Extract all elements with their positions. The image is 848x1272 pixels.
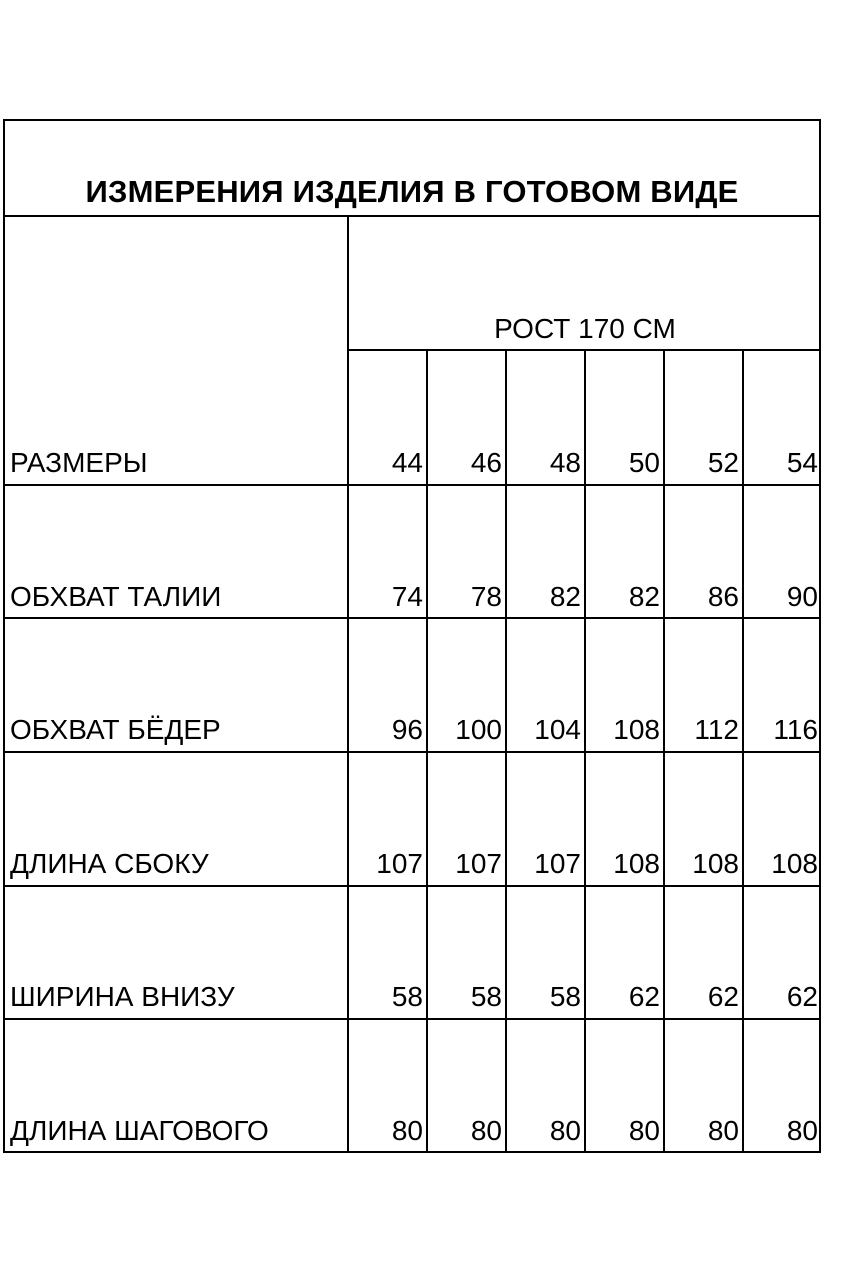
table-cell: 58 xyxy=(470,981,502,1012)
row-divider xyxy=(3,751,821,753)
table-cell: 107 xyxy=(534,848,581,879)
table-cell: 80 xyxy=(786,1115,818,1146)
table-cell: 52 xyxy=(707,447,739,478)
row-label-bottom-width: ШИРИНА ВНИЗУ xyxy=(10,981,235,1012)
table-cell: 48 xyxy=(549,447,581,478)
table-cell: 62 xyxy=(786,981,818,1012)
row-label-waist: ОБХВАТ ТАЛИИ xyxy=(10,581,222,612)
table-cell: 96 xyxy=(391,714,423,745)
table-cell: 78 xyxy=(470,581,502,612)
row-label-hips: ОБХВАТ БЁДЕР xyxy=(10,714,221,745)
table-cell: 62 xyxy=(628,981,660,1012)
height-header: РОСТ 170 СМ xyxy=(494,313,676,344)
table-cell: 80 xyxy=(628,1115,660,1146)
table-cell: 108 xyxy=(613,848,660,879)
table-cell: 107 xyxy=(376,848,423,879)
table-cell: 46 xyxy=(470,447,502,478)
table-cell: 80 xyxy=(470,1115,502,1146)
table-cell: 100 xyxy=(455,714,502,745)
table-cell: 108 xyxy=(613,714,660,745)
row-divider xyxy=(3,617,821,619)
table-cell: 54 xyxy=(786,447,818,478)
row-label-side-length: ДЛИНА СБОКУ xyxy=(10,848,209,879)
row-label-sizes: РАЗМЕРЫ xyxy=(10,447,148,478)
table-title: ИЗМЕРЕНИЯ ИЗДЕЛИЯ В ГОТОВОМ ВИДЕ xyxy=(85,174,739,209)
table-cell: 80 xyxy=(707,1115,739,1146)
table-cell: 90 xyxy=(786,581,818,612)
table-cell: 44 xyxy=(391,447,423,478)
table-cell: 80 xyxy=(391,1115,423,1146)
title-divider xyxy=(3,215,821,217)
table-border-right xyxy=(819,119,821,1153)
table-cell: 58 xyxy=(391,981,423,1012)
table-cell: 116 xyxy=(773,714,818,745)
table-cell: 108 xyxy=(692,848,739,879)
table-cell: 62 xyxy=(707,981,739,1012)
row-label-inseam: ДЛИНА ШАГОВОГО xyxy=(10,1115,269,1146)
table-cell: 107 xyxy=(455,848,502,879)
table-cell: 108 xyxy=(771,848,818,879)
table-border-top xyxy=(3,119,821,121)
table-cell: 58 xyxy=(549,981,581,1012)
table-border-bottom xyxy=(3,1151,821,1153)
table-cell: 86 xyxy=(707,581,739,612)
table-cell: 50 xyxy=(628,447,660,478)
size-chart-table xyxy=(3,119,821,1153)
table-cell: 112 xyxy=(694,714,739,745)
table-cell: 82 xyxy=(549,581,581,612)
table-cell: 104 xyxy=(534,714,581,745)
row-divider xyxy=(3,484,821,486)
table-border-left xyxy=(3,119,5,1153)
row-divider xyxy=(3,1018,821,1020)
table-cell: 74 xyxy=(391,581,423,612)
row-divider xyxy=(3,885,821,887)
table-cell: 80 xyxy=(549,1115,581,1146)
table-cell: 82 xyxy=(628,581,660,612)
